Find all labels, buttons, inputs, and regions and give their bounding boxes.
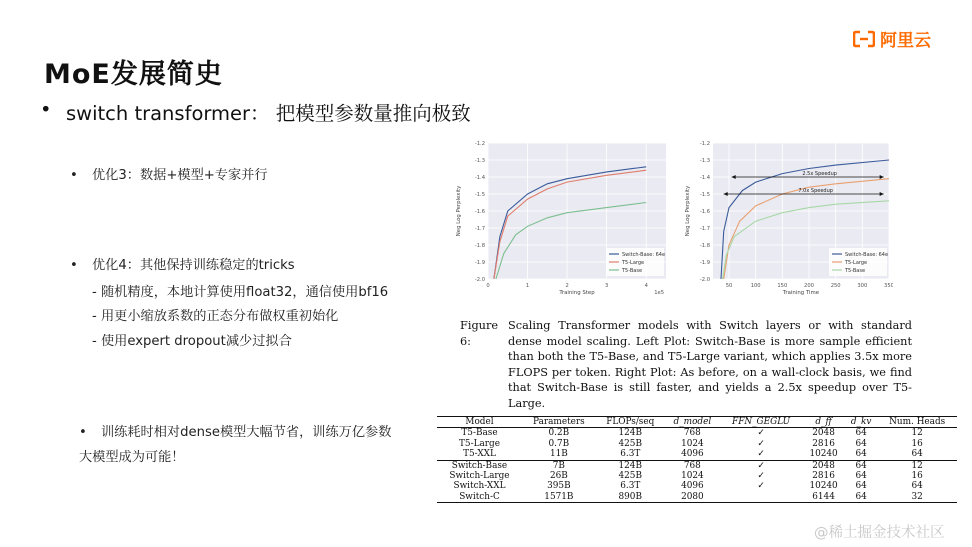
cell-parameters: 395B	[547, 481, 571, 492]
cell-dkv: 64	[855, 471, 867, 482]
opt4-text: 优化4：其他保持训练稳定的tricks	[92, 258, 295, 273]
col-dmodel: d_model	[673, 417, 712, 427]
speedup-label: 2.5x Speedup	[802, 171, 837, 177]
cell-parameters: 7B	[522, 460, 596, 471]
opt4-detail-2: - 用更小缩放系数的正态分布做权重初始化	[92, 309, 339, 324]
cell-dmodel: 768	[683, 428, 701, 439]
cell-model: Switch-C	[437, 492, 522, 503]
cell-flops: 425B	[618, 471, 642, 482]
opt4-detail-3: - 使用expert dropout减少过拟合	[92, 334, 292, 349]
cell-model: Switch-Base	[437, 460, 522, 471]
table-header-row	[437, 417, 957, 428]
x-tick-label: 3	[605, 283, 609, 289]
summary-text-1: 训练耗时相对dense模型大幅节省，训练万亿参数	[101, 425, 392, 440]
speedup-label: 7.0x Speedup	[798, 188, 833, 194]
bullet: •	[40, 98, 52, 121]
cell-model: Switch-Large	[449, 471, 510, 482]
y-tick-label: -1.3	[474, 158, 485, 164]
cell-heads: 16	[911, 471, 923, 482]
y-tick-label: -1.5	[474, 192, 485, 198]
y-tick-label: -1.8	[699, 243, 710, 249]
cell-ffn: ✓	[757, 471, 765, 482]
figure-caption	[460, 318, 912, 412]
cell-model: T5-Large	[459, 438, 500, 449]
cell-ffn: ✓	[720, 460, 802, 471]
left-plot-svg	[452, 135, 670, 303]
table-row	[437, 439, 957, 449]
col-model: Model	[465, 417, 494, 427]
cell-heads: 64	[911, 449, 923, 460]
x-tick-label: 200	[804, 283, 814, 289]
y-tick-label: -1.8	[474, 243, 485, 249]
y-tick-label: -1.4	[699, 175, 710, 181]
y-tick-label: -1.2	[474, 141, 485, 147]
cell-heads: 12	[877, 460, 957, 471]
x-tick-label: 0	[486, 283, 490, 289]
summary-line-1	[79, 421, 391, 440]
cell-dkv: 64	[845, 460, 877, 471]
bullet: •	[79, 425, 87, 440]
cell-ffn: ✓	[757, 449, 765, 460]
x-tick-label: 4	[644, 283, 648, 289]
cell-dmodel: 4096	[681, 449, 704, 460]
caption-text: Scaling Transformer models with Switch layers or with standard dense model scaling. Left Plot: Switch-Base is more sample efficient than both the T5-Base, and T5-Large variant, which applies 3.5x more FLOPS per token. Right Plot: As before, on a wall-clock basis, we find that Switch-Base is still faster, and yields a 2.5x speedup over T5-Large.	[508, 319, 912, 410]
legend-label: Switch-Base: 64e	[622, 252, 666, 258]
bullet: •	[70, 168, 78, 183]
y-tick-label: -1.7	[474, 226, 485, 232]
opt4-detail-1: - 随机精度，本地计算使用float32，通信使用bf16	[92, 285, 389, 300]
cell-flops: 425B	[618, 438, 642, 449]
y-tick-label: -1.7	[699, 226, 710, 232]
summary-line-2: 大模型成为可能！	[79, 450, 185, 465]
x-tick-label: 2	[565, 283, 569, 289]
y-tick-label: -1.9	[474, 260, 485, 266]
cell-ffn: ✓	[757, 438, 765, 449]
col-dff: d_ff	[815, 417, 832, 427]
right-plot-svg	[681, 135, 893, 303]
cell-dkv: 64	[855, 449, 867, 460]
cell-dmodel: 1024	[681, 471, 704, 482]
main-point	[40, 98, 471, 126]
table-row	[437, 428, 957, 439]
opt3-item	[70, 164, 268, 183]
x-axis-label: Training Step	[559, 290, 595, 296]
x-scale-label: 1e5	[654, 290, 664, 296]
main-point-text: switch transformer： 把模型参数量推向极致	[66, 102, 471, 125]
model-table	[437, 416, 957, 503]
cell-dmodel: 2080	[665, 492, 720, 503]
slide-title: MoE发展简史	[44, 59, 223, 90]
x-tick-label: 350	[884, 283, 893, 289]
logo-text: 阿里云	[880, 31, 931, 51]
left-plot	[452, 135, 670, 307]
y-tick-label: -2.0	[474, 277, 485, 283]
cell-dmodel: 1024	[681, 438, 704, 449]
x-axis-label: Training Time	[782, 290, 820, 296]
x-tick-label: 300	[857, 283, 868, 289]
y-tick-label: -1.2	[699, 141, 710, 147]
y-tick-label: -1.6	[699, 209, 710, 215]
legend-label: T5-Base	[845, 268, 866, 274]
y-tick-label: -2.0	[699, 277, 710, 283]
col-heads: Num. Heads	[889, 417, 946, 427]
cell-dff: 10240	[809, 449, 838, 460]
cell-heads: 16	[911, 438, 923, 449]
caption-label: Figure 6:	[460, 319, 499, 348]
cell-dff: 6144	[802, 492, 845, 503]
x-tick-label: 100	[750, 283, 761, 289]
opt4-item	[70, 254, 295, 273]
cell-ffn	[720, 492, 802, 503]
cell-dff: 2816	[812, 471, 835, 482]
cell-parameters: 1571B	[522, 492, 596, 503]
col-flops: FLOPs/seq	[606, 417, 655, 427]
cell-dkv: 64	[855, 428, 867, 439]
cell-heads: 12	[911, 428, 923, 439]
aliyun-logo	[853, 26, 931, 51]
table-row	[437, 481, 957, 491]
cell-parameters: 26B	[549, 471, 568, 482]
x-tick-label: 1	[525, 283, 530, 289]
watermark: @稀土掘金技术社区	[814, 525, 945, 541]
cell-flops: 6.3T	[620, 481, 641, 492]
cell-model: Switch-XXL	[453, 481, 506, 492]
y-tick-label: -1.5	[699, 192, 710, 198]
cell-dkv: 64	[845, 492, 877, 503]
aliyun-logo-icon	[853, 30, 875, 48]
cell-ffn: ✓	[757, 428, 765, 439]
cell-flops: 124B	[596, 460, 665, 471]
cell-flops: 890B	[596, 492, 665, 503]
legend-label: T5-Base	[622, 268, 643, 274]
cell-heads: 64	[911, 481, 923, 492]
legend-label: Switch-Base: 64e	[845, 252, 889, 258]
cell-dff: 2048	[812, 428, 835, 439]
cell-model: T5-XXL	[463, 449, 496, 460]
y-tick-label: -1.6	[474, 209, 485, 215]
y-tick-label: -1.3	[699, 158, 710, 164]
cell-parameters: 0.7B	[548, 438, 570, 449]
y-axis-label: Neg Log Perplexity	[685, 185, 691, 237]
cell-dkv: 64	[855, 438, 867, 449]
cell-flops: 124B	[618, 428, 642, 439]
table-row	[437, 471, 957, 481]
col-parameters: Parameters	[533, 417, 585, 427]
cell-dmodel: 4096	[681, 481, 704, 492]
cell-dkv: 64	[855, 481, 867, 492]
y-axis-label: Neg Log Perplexity	[456, 185, 462, 237]
x-tick-label: 50	[725, 283, 733, 289]
table-row	[437, 460, 957, 471]
x-tick-label: 150	[777, 283, 788, 289]
y-tick-label: -1.9	[699, 260, 710, 266]
cell-dmodel: 768	[665, 460, 720, 471]
cell-ffn: ✓	[757, 481, 765, 492]
cell-dff: 10240	[809, 481, 838, 492]
cell-parameters: 11B	[549, 449, 568, 460]
cell-model: T5-Base	[461, 428, 498, 439]
cell-parameters: 0.2B	[548, 428, 570, 439]
cell-heads: 32	[877, 492, 957, 503]
right-plot	[681, 135, 893, 307]
legend-label: T5-Large	[845, 260, 868, 266]
table-row	[437, 449, 957, 460]
col-dkv: d_kv	[850, 417, 872, 427]
cell-dff: 2816	[812, 438, 835, 449]
col-ffn: FFN_GEGLU	[732, 417, 791, 427]
y-tick-label: -1.4	[474, 175, 485, 181]
opt3-text: 优化3：数据+模型+专家并行	[92, 168, 268, 183]
bullet: •	[70, 258, 78, 273]
x-tick-label: 250	[830, 283, 841, 289]
table-row	[437, 492, 957, 503]
legend-label: T5-Large	[622, 260, 645, 266]
cell-flops: 6.3T	[620, 449, 641, 460]
cell-dff: 2048	[802, 460, 845, 471]
